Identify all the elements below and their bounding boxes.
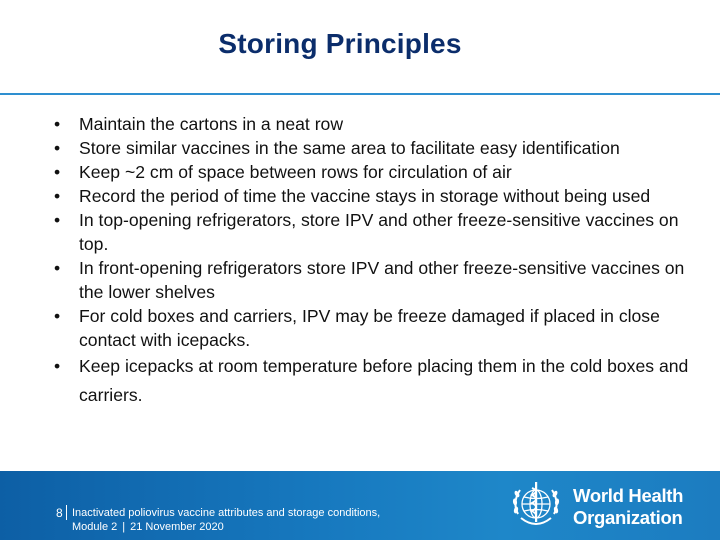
bullet-item <box>52 136 702 160</box>
bullet-dot: • <box>54 306 61 326</box>
slide-title: Storing Principles <box>218 28 462 59</box>
bullet-item <box>52 160 702 184</box>
bullet-text: Store similar vaccines in the same area to facilitate easy identification <box>79 138 620 158</box>
footer-inline-separator: | <box>122 521 126 533</box>
bullet-dot: • <box>54 210 61 230</box>
bullet-text: Maintain the cartons in a neat row <box>79 114 344 134</box>
bullet-dot: • <box>54 162 61 182</box>
bullet-item <box>52 112 702 136</box>
bullet-dot: • <box>54 258 61 278</box>
bullet-dot: • <box>54 138 61 158</box>
bullet-dot: • <box>54 114 61 134</box>
who-name-line2: Organization <box>573 507 683 528</box>
footer-module: Module 2 <box>72 521 118 533</box>
footer-module-line <box>72 520 472 534</box>
bullet-text: In top-opening refrigerators, store IPV and other freeze-sensitive vaccines on top. <box>79 210 679 254</box>
bullet-item <box>52 184 702 208</box>
bullet-dot: • <box>54 356 61 376</box>
bullet-text: In front-opening refrigerators store IPV and other freeze-sensitive vaccines on the lower shelves <box>79 258 685 302</box>
title-divider <box>0 93 720 95</box>
footer-separator <box>66 505 67 520</box>
bullet-item <box>52 304 702 352</box>
bullet-text: Record the period of time the vaccine stays in storage without being used <box>79 186 651 206</box>
who-emblem-icon <box>508 476 564 532</box>
bullet-item <box>52 256 702 304</box>
bullet-text: Keep icepacks at room temperature before placing them in the cold boxes and carriers. <box>79 356 689 405</box>
bullet-item <box>52 352 702 410</box>
bullet-list <box>52 112 702 410</box>
bullet-item <box>52 208 702 256</box>
bullet-text: For cold boxes and carriers, IPV may be freeze damaged if placed in close contact with icepacks. <box>79 306 660 350</box>
bullet-text: Keep ~2 cm of space between rows for circulation of air <box>79 162 512 182</box>
page-number: 8 <box>56 506 63 520</box>
footer-date: 21 November 2020 <box>130 521 224 533</box>
footer-caption <box>72 506 472 534</box>
footer-title: Inactivated poliovirus vaccine attributes and storage conditions, <box>72 507 381 519</box>
who-wordmark <box>573 485 683 529</box>
bullet-dot: • <box>54 186 61 206</box>
who-name-line1: World Health <box>573 485 684 506</box>
